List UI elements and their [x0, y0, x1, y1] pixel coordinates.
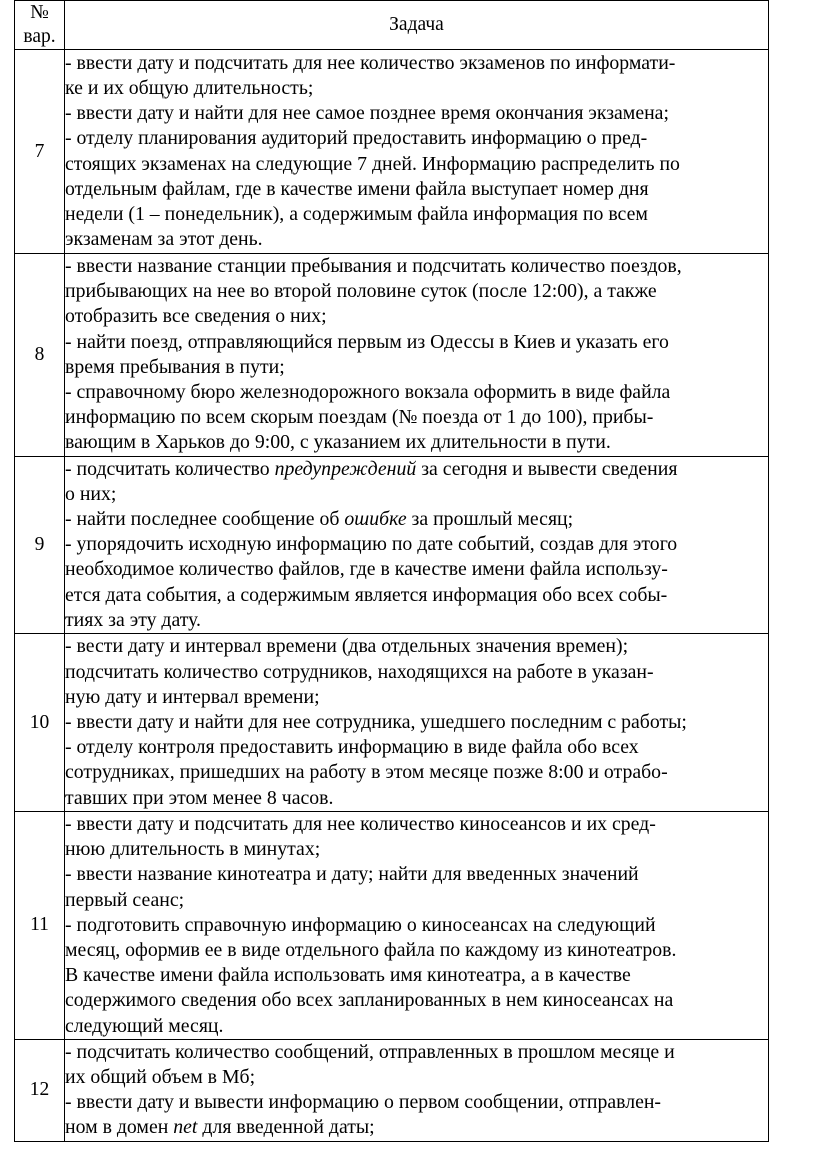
task-line: стоящих экзаменах на следующие 7 дней. Информацию распределить по — [65, 152, 680, 175]
task-line: содержимого сведения обо всех запланированных в нем киносеансах на — [65, 989, 674, 1012]
task-line: - ввести дату и найти для нее самое позднее время окончания экзамена; — [65, 102, 669, 125]
task-line: - найти поезд, отправляющийся первым из Одессы в Киев и указать его — [65, 330, 669, 353]
task-line: прибывающих на нее во второй половине суток (после 12:00), а также — [65, 280, 657, 303]
task-line: - справочному бюро железнодорожного вокзала оформить в виде файла — [65, 381, 671, 404]
task-line: - ввести дату и подсчитать для нее количество экзаменов по информати- — [65, 51, 676, 74]
table-row — [15, 456, 769, 633]
task-line: - ввести дату и подсчитать для нее количество киносеансов и их сред- — [65, 813, 656, 836]
task-line — [65, 1115, 768, 1140]
task-line: информацию по всем скорым поездам (№ поезда от 1 до 100), прибы- — [65, 406, 654, 429]
variant-number: 8 — [15, 254, 65, 457]
variant-number: 7 — [15, 50, 65, 254]
task-line: - ввести название кинотеатра и дату; найти для введенных значений — [65, 863, 639, 886]
task-description — [65, 634, 769, 812]
variants-table — [14, 0, 769, 1142]
italic-term: предупреждений — [274, 457, 417, 480]
italic-term: ошибке — [344, 508, 407, 531]
task-line: ке и их общую длительность; — [65, 76, 314, 99]
variant-number-header-line2: вар. — [23, 26, 56, 47]
task-text: - найти последнее сообщение об — [65, 508, 345, 531]
table-row — [15, 1039, 769, 1141]
task-line: - подсчитать количество сообщений, отправленных в прошлом месяце и — [65, 1040, 675, 1063]
task-line: вающим в Харьков до 9:00, с указанием их длительности в пути. — [65, 431, 611, 454]
task-line — [65, 507, 768, 532]
task-line: экзаменам за этот день. — [65, 228, 263, 251]
task-line: - отделу контроля предоставить информацию в виде файла обо всех — [65, 736, 639, 759]
task-text: за сегодня и вывести сведения — [416, 457, 678, 480]
task-text: ном в домен — [65, 1116, 174, 1139]
task-line: их общий объем в Мб; — [65, 1066, 256, 1089]
variant-number-header — [15, 1, 65, 50]
variants-table-body — [15, 50, 769, 1142]
task-line: необходимое количество файлов, где в качестве имени файла использу- — [65, 558, 668, 581]
task-line: отдельным файлам, где в качестве имени файла выступает номер дня — [65, 177, 649, 200]
task-line: - ввести дату и найти для нее сотрудника, ушедшего последним с работы; — [65, 710, 687, 733]
task-description — [65, 1039, 769, 1141]
task-line: - упорядочить исходную информацию по дате событий, создав для этого — [65, 533, 678, 556]
task-text: для введенной даты; — [197, 1116, 375, 1139]
variant-number: 10 — [15, 634, 65, 812]
task-line: первый сеанс; — [65, 888, 185, 911]
task-description — [65, 812, 769, 1040]
task-line: тавших при этом менее 8 часов. — [65, 786, 334, 809]
task-line — [65, 457, 768, 482]
variant-number: 12 — [15, 1039, 65, 1141]
task-text: - подсчитать количество — [65, 457, 275, 480]
table-row — [15, 254, 769, 457]
task-line: нюю длительность в минутах; — [65, 838, 321, 861]
task-description — [65, 456, 769, 633]
task-line: о них; — [65, 482, 117, 505]
task-header: Задача — [65, 1, 769, 50]
task-line: подсчитать количество сотрудников, находящихся на работе в указан- — [65, 660, 654, 683]
task-line: ется дата события, а содержимым является информация обо всех собы- — [65, 583, 668, 606]
table-header-row — [15, 1, 769, 50]
task-line: следующий месяц. — [65, 1014, 224, 1037]
task-line: - ввести дату и вывести информацию о первом сообщении, отправлен- — [65, 1091, 662, 1114]
table-row — [15, 812, 769, 1040]
task-line: недели (1 – понедельник), а содержимым файла информация по всем — [65, 202, 648, 225]
task-line: отобразить все сведения о них; — [65, 305, 327, 328]
document-page — [14, 0, 768, 1142]
task-line: тиях за эту дату. — [65, 608, 201, 631]
task-description — [65, 254, 769, 457]
task-line: ную дату и интервал времени; — [65, 685, 320, 708]
italic-term: net — [173, 1116, 198, 1139]
task-line: сотрудниках, пришедших на работу в этом месяце позже 8:00 и отрабо- — [65, 761, 668, 784]
variant-number-header-line1: № — [30, 2, 49, 23]
task-line: - отделу планирования аудиторий предоставить информацию о пред- — [65, 127, 648, 150]
task-line: месяц, оформив ее в виде отдельного файла по каждому из кинотеатров. — [65, 939, 677, 962]
variant-number: 11 — [15, 812, 65, 1040]
task-description — [65, 50, 769, 254]
task-line: - ввести название станции пребывания и подсчитать количество поездов, — [65, 255, 682, 277]
table-row — [15, 634, 769, 812]
task-line: - вести дату и интервал времени (два отдельных значения времен); — [65, 635, 629, 658]
variant-number: 9 — [15, 456, 65, 633]
table-row — [15, 50, 769, 254]
task-line: - подготовить справочную информацию о киносеансах на следующий — [65, 913, 656, 936]
task-line: время пребывания в пути; — [65, 355, 285, 378]
task-line: В качестве имени файла использовать имя кинотеатра, а в качестве — [65, 964, 631, 987]
task-text: за прошлый месяц; — [406, 508, 574, 531]
